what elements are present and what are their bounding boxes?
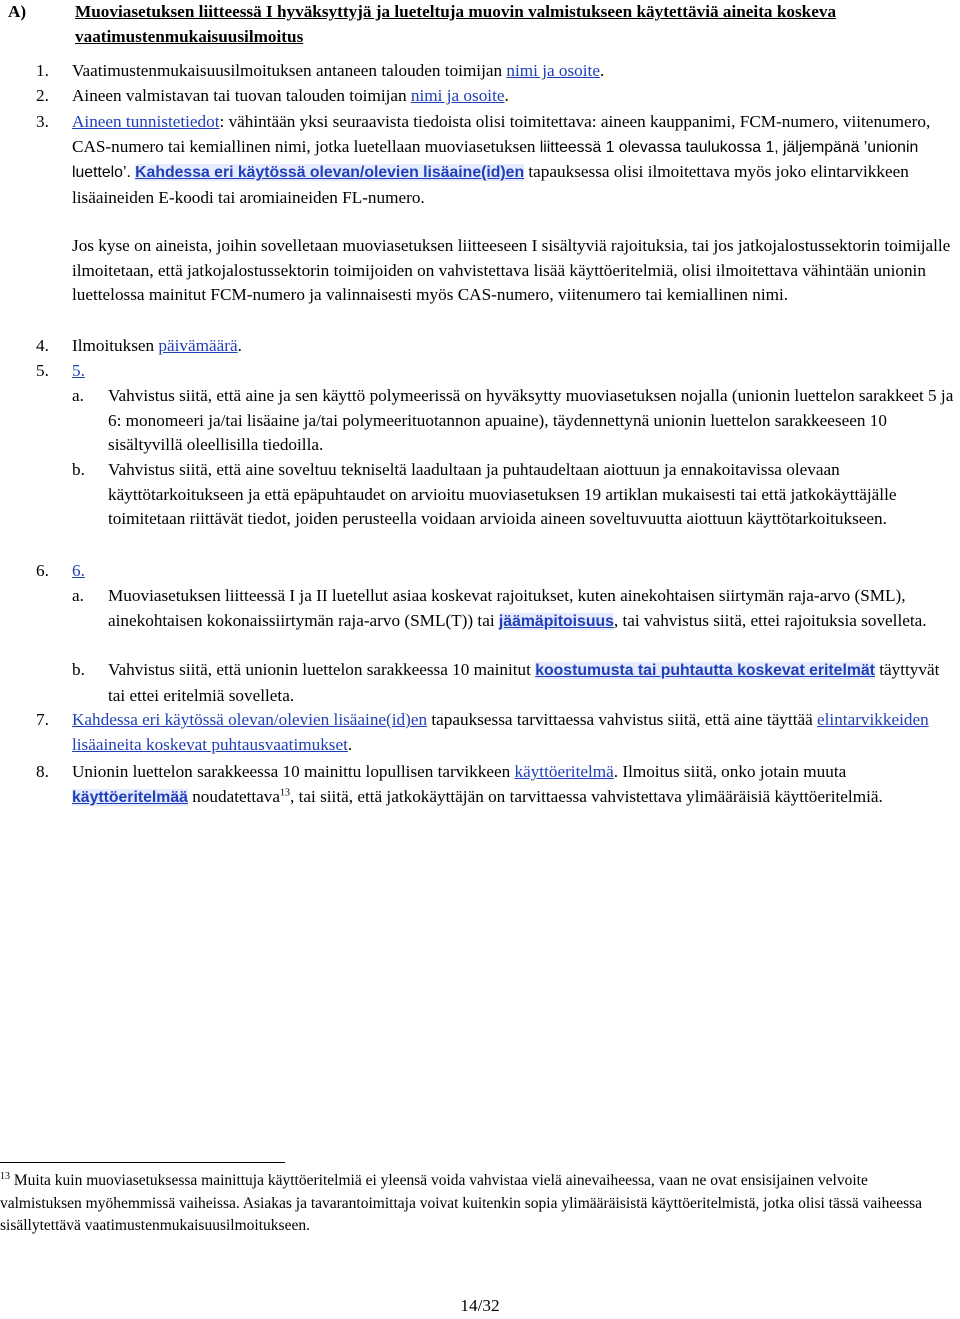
item-number: 1.: [36, 61, 49, 80]
link-puhtausvaatimukset[interactable]: elintarvikkeiden lisäaineita koskevat puhtausvaatimukset: [72, 710, 929, 754]
item-number: 7.: [36, 710, 49, 729]
link-nimi-ja-osoite[interactable]: nimi ja osoite: [506, 61, 600, 80]
item-text: Aineen valmistavan tai tuovan talouden toimijan: [72, 86, 411, 105]
link-kayttoeritelmaa[interactable]: käyttöeritelmää: [72, 788, 188, 806]
item-paragraph: Jos kyse on aineista, joihin sovelletaan muoviasetuksen liitteeseen I sisältyviä rajoituksia, tai jos jatkojalostussektorin toimijalle ilmoitetaan, että jatkojalostussektorin toimijoiden on vahvistettava lisää käyttöeritelmiä, olisi ilmoitettava vähintään unionin luettelossa mainitut FCM-numero ja valinnaisesti myös CAS-numero, viitenumero tai kemiallinen nimi.: [72, 236, 951, 305]
item-number: 5.: [36, 361, 49, 380]
page-number: 14/32: [460, 1296, 500, 1315]
item-number: 8.: [36, 762, 49, 781]
link-jaamapitoisuus[interactable]: jäämäpitoisuus: [498, 612, 614, 630]
footnote-ref[interactable]: 13: [280, 786, 291, 798]
item-number: 2.: [36, 86, 49, 105]
footnote-text: Muita kuin muoviasetuksessa mainittuja käyttöeritelmiä ei yleensä voida vahvistaa vielä ainevaiheessa, vaan ne ovat ensisijainen velvoite valmistuksen myöhemmissä vaiheissa. Asiakas ja tavarantoimittaja voivat kuitenkin sopia ylimääräisistä käyttöeritelmistä, jotka olisi tässä vaiheessa sisällytettävä vaatimustenmukaisuusilmoitukseen.: [0, 1172, 923, 1234]
footnote: [0, 1170, 950, 1238]
section-title: Muoviasetuksen liitteessä I hyväksyttyjä ja lueteltuja muovin valmistukseen käytettäviä aineita koskeva vaatimustenmukaisuusilmoitus: [75, 2, 837, 46]
document-page: A) Muoviasetuksen liitteessä I hyväksyttyjä ja lueteltuja muovin valmistukseen käytettäviä aineita koskeva vaatimustenmukaisuusilmoitus 1. Vaatimustenmukaisuusilmoituksen antaneen talouden toimijan nimi ja osoite. 2. Aineen valmistavan tai tuovan talouden toimijan nimi ja osoite. 3. Aineen tunnistetiedot: vähintään yksi seuraavista tiedoista olisi toimitettava: aineen kauppanimi, FCM-numero, viitenumero, CAS-numero tai kemiallinen nimi, jotka luetellaan muoviasetuksen liitteessä 1 olevassa taulukossa 1, jäljempänä ’unionin luettelo’. Kahdessa eri käytössä olevan/olevien lisäaine(id)en tapauksessa olisi ilmoitettava myös joko elintarvikkeen lisäaineiden E-koodi tai aromiaineiden FL-numero. Jos kyse on aineista, joihin sovelletaan muoviasetuksen liitteeseen I sisältyviä rajoituksia, tai jos jatkojalostussektorin toimijalle ilmoitetaan, että jatkojalostussektorin toimijoiden on vahvistettava lisää käyttöeritelmiä, olisi ilmoitettava vähintään unionin luettelossa mainitut FCM-numero ja valinnaisesti myös CAS-numero, viitenumero tai kemiallinen nimi. 4. Ilmoituksen päivämäärä. 5. 5. a. Vahvistus siitä, että aine ja sen käyttö polymeerissä on hyväksytty muoviasetuksen nojalla (unionin luettelon sarakkeet 5 ja 6: monomeeri ja/tai lisäaine ja/tai polymeerituotannon apuaine), täydennettynä unionin luettelon sarakkeeseen 10 sisältyvillä oleellisilla tiedoilla. b. Vahvistus siitä, että aine soveltuu tekniseltä laadultaan ja puhtaudeltaan aiottuun ja ennakoitavissa olevaan käyttötarkoitukseen ja että epäpuhtaudet on arvioitu muoviasetuksen 19 artiklan mukaisesti tai että jatkokäyttäjälle toimitetaan riittävät tiedot, joiden perusteella voidaan arvioida aineen soveltuvuutta aiottuun käyttötarkoitukseen. 6. 6. a. Muoviasetuksen liitteessä I ja II luetellut asiaa koskevat rajoitukset, kuten ainekohtaisen siirtymän raja-arvo (SML), ainekohtaisen kokonaissiirtymän raja-arvo (SML(T)) tai jäämäpitoisuus, tai vahvistus siitä, ettei rajoituksia sovelleta. b. Vahvistus siitä, että unionin luettelon sarakkeessa 10 mainitut koostumusta tai puhtautta koskevat eritelmät täyttyvät tai ettei eritelmiä sovelleta. 7. Kahdessa eri käytössä olevan/olevien lisäaine(id)en tapauksessa tarvittaessa vahvistus siitä, että aine täyttää elintarvikkeiden lisäaineita koskevat puhtausvaatimukset. 8. Unionin luettelon sarakkeessa 10 mainittu lopullisen tarvikkeen käyttöeritelmä. Ilmoitus siitä, onko jotain muuta käyttöeritelmää noudatettava$^{13}$, tai siitä, että jatkokäyttäjän on tarvittaessa vahvistettava ylimääräisiä käyttöeritelmiä. $^{13}$ Muita kuin muoviasetuksessa mainittuja käyttöeritelmiä ei yleensä voida vahvistaa vielä ainevaiheessa, vaan ne ovat ensisijainen velvoite valmistuksen myöhemmissä vaiheissa. Asiakas ja tavarantoimittaja voivat kuitenkin sopia ylimääräisistä käyttöeritelmistä, jotka olisi tässä vaiheessa sisällytettävä vaatimustenmukaisuusilmoitukseen. 14/32: [0, 0, 960, 1315]
section-letter: A): [8, 2, 27, 21]
footnote-number: 13: [0, 1170, 10, 1182]
footnote-divider: [0, 1162, 285, 1163]
item-text: Vaatimustenmukaisuusilmoituksen antaneen talouden toimijan: [72, 61, 507, 80]
item-number: 4.: [36, 336, 49, 355]
link-item-5[interactable]: 5.: [72, 361, 85, 380]
link-kayttoeritelma[interactable]: käyttöeritelmä: [514, 762, 614, 781]
item-number: 6.: [36, 561, 49, 580]
inserted-text: liitteessä 1 olevassa taulukossa 1, jäljempänä ’unionin luettelo’.: [72, 138, 919, 182]
link-item-6[interactable]: 6.: [72, 561, 85, 580]
link-kahdessa-eri-kaytossa[interactable]: Kahdessa eri käytössä olevan/olevien lisäaine(id)en: [72, 710, 428, 729]
link-nimi-ja-osoite[interactable]: nimi ja osoite: [410, 86, 505, 105]
item-number: 3.: [36, 112, 49, 131]
link-aineen-tunnistetiedot[interactable]: Aineen tunnistetiedot: [72, 112, 220, 131]
link-koostumusta-tai-puhtautta[interactable]: koostumusta tai puhtautta koskevat eritelmät: [535, 662, 875, 679]
link-paivamaara[interactable]: päivämäärä: [158, 336, 238, 355]
link-kahdessa-eri-kaytossa[interactable]: Kahdessa eri käytössä olevan/olevien lisäaine(id)en: [135, 164, 525, 182]
